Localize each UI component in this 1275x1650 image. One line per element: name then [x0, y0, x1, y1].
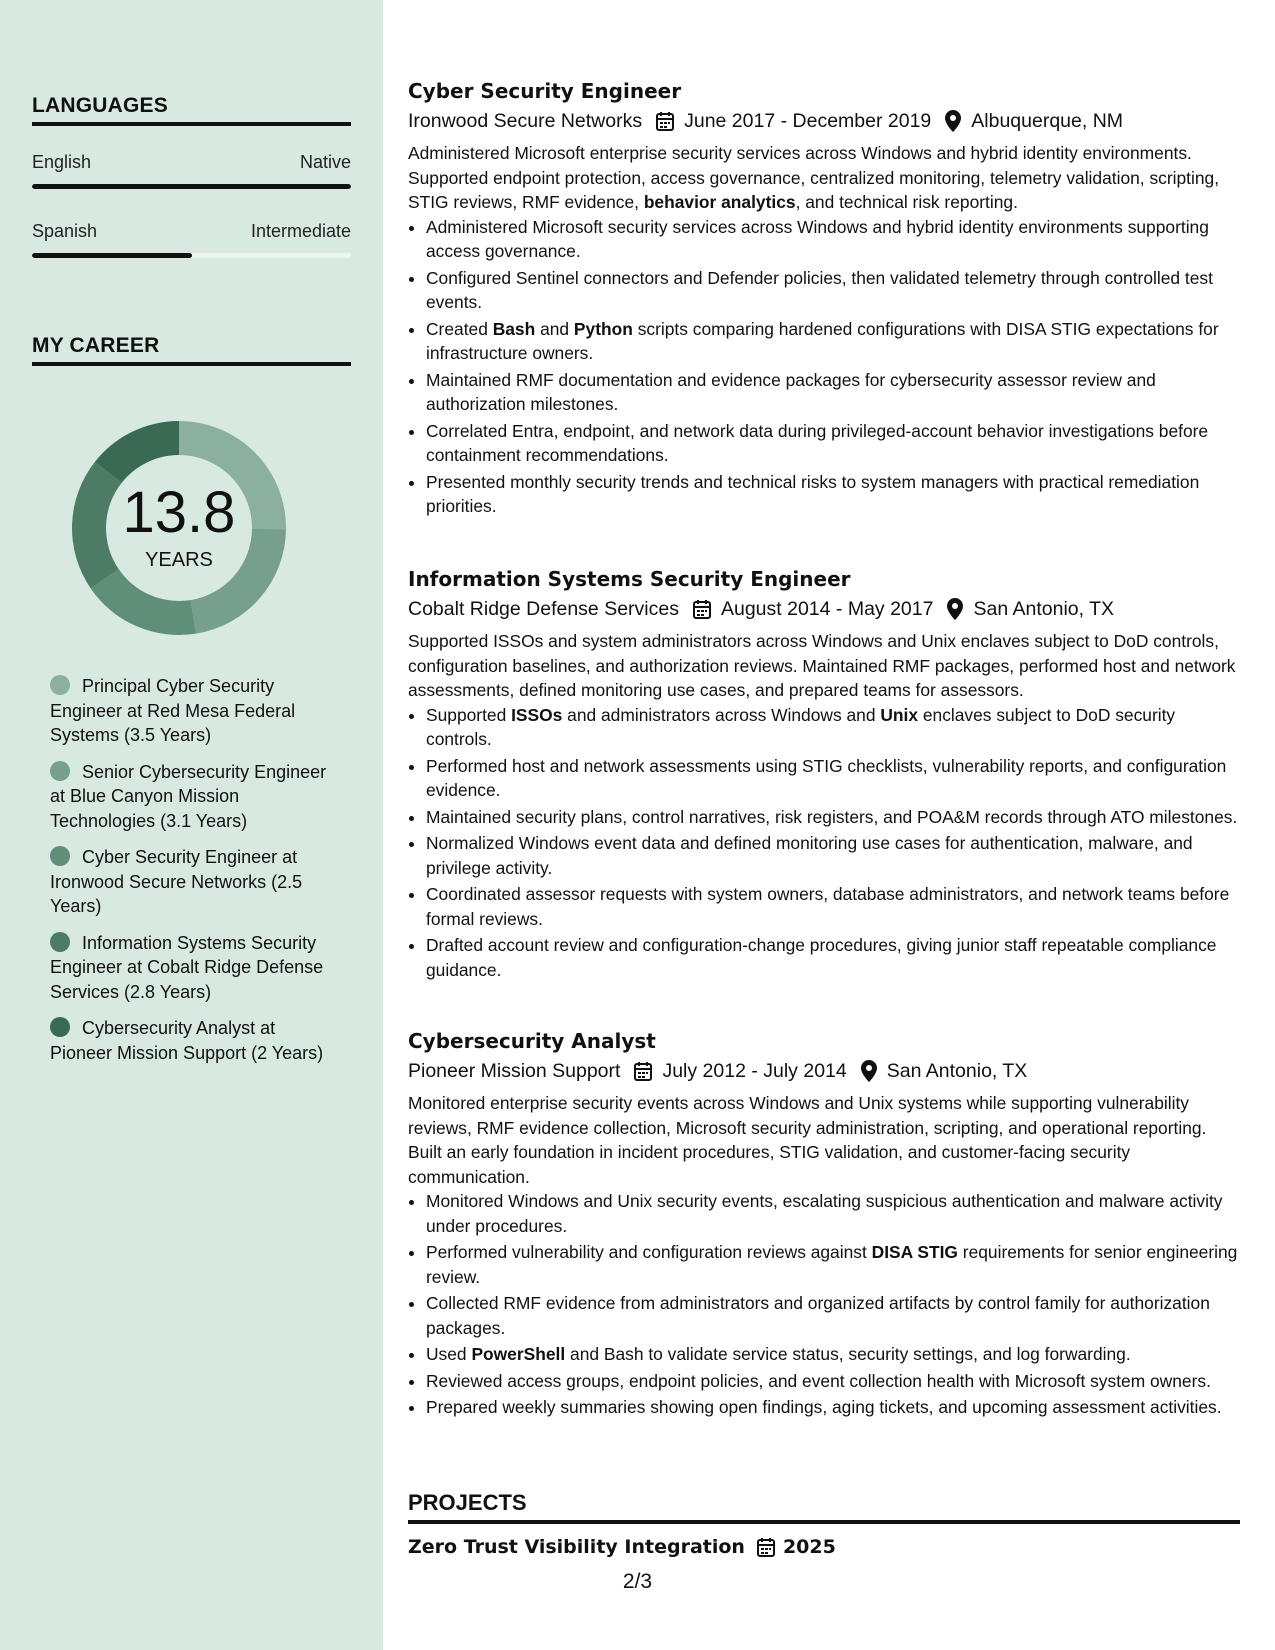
- career-legend-item: [50, 674, 330, 748]
- text-run: Prepared weekly summaries showing open findings, aging tickets, and upcoming assessment activities.: [426, 1397, 1222, 1417]
- legend-dot-icon: [50, 932, 70, 952]
- job-bullet: [426, 1369, 1240, 1394]
- job-dates: July 2012 - July 2014: [662, 1060, 847, 1082]
- job-title: Cyber Security Engineer: [408, 79, 682, 103]
- legend-dot-icon: [50, 761, 70, 781]
- job-bullet: [426, 266, 1240, 315]
- language-name: Spanish: [32, 221, 98, 241]
- career-heading: MY CAREER: [32, 334, 351, 366]
- text-run: Monitored enterprise security events across Windows and Unix systems while supporting vulnerability reviews, RMF evidence collection, Microsoft security administration, scripting, and operational reporting. Built an early foundation in incident procedures, STIG validation, and customer-facing security communication.: [408, 1093, 1207, 1187]
- calendar-icon: [693, 599, 711, 619]
- text-run: Maintained security plans, control narratives, risk registers, and POA&M records through ATO milestones.: [426, 806, 1238, 827]
- legend-dot-icon: [50, 1017, 70, 1037]
- calendar-icon: [634, 1061, 652, 1081]
- project-year: 2025: [782, 1536, 836, 1558]
- text-run: Performed host and network assessments using STIG checklists, vulnerability reports, and configuration evidence.: [426, 755, 1227, 800]
- legend-dot-icon: [50, 846, 70, 866]
- page-number: 2/3: [622, 1570, 653, 1593]
- job-bullet: [426, 317, 1240, 366]
- job-bullet: [426, 419, 1240, 468]
- job-company: Pioneer Mission Support: [408, 1060, 621, 1082]
- location-pin-icon: [947, 598, 963, 620]
- text-run: Administered Microsoft security services across Windows and hybrid identity environments supporting access governance.: [426, 216, 1209, 261]
- language-row-spanish: [32, 221, 351, 242]
- language-bar-english: [32, 184, 351, 189]
- career-total-unit: YEARS: [145, 549, 213, 571]
- job-bullet: [426, 1189, 1240, 1238]
- text-run: scripts comparing hardened configurations with DISA STIG expectations for infrastructure owners.: [426, 318, 1219, 363]
- text-run: Correlated Entra, endpoint, and network data during privileged-account behavior investigations before containment recommendations.: [426, 420, 1209, 465]
- text-run: Drafted account review and configuration-change procedures, giving junior staff repeatable compliance guidance.: [426, 935, 1217, 980]
- languages-heading: LANGUAGES: [32, 94, 351, 126]
- projects-heading: PROJECTS: [408, 1490, 1240, 1524]
- job-bullet: [426, 368, 1240, 417]
- text-run: , and technical risk reporting.: [795, 192, 1018, 212]
- job-bullet: [426, 215, 1240, 264]
- text-run: Maintained RMF documentation and evidence packages for cybersecurity assessor review and authorization milestones.: [426, 369, 1156, 414]
- job-entry: [408, 565, 1240, 984]
- text-run: and: [535, 318, 574, 339]
- career-legend-item: [50, 760, 330, 834]
- text-run: enclaves subject to DoD security controls.: [426, 704, 1176, 749]
- text-run: Supported: [426, 704, 512, 725]
- language-row-english: [32, 152, 351, 173]
- language-bar-fill: [32, 184, 351, 189]
- job-dates: August 2014 - May 2017: [720, 598, 934, 620]
- job-location: San Antonio, TX: [973, 598, 1115, 620]
- job-bullet: [426, 882, 1240, 931]
- job-bullet: [426, 1240, 1240, 1289]
- emphasized-text: Unix: [880, 704, 919, 725]
- emphasized-text: DISA STIG: [871, 1242, 958, 1262]
- job-summary: [408, 629, 1240, 703]
- job-bullet: [426, 1291, 1240, 1340]
- emphasized-text: PowerShell: [471, 1344, 566, 1364]
- text-run: Performed vulnerability and configuration reviews against: [426, 1242, 872, 1262]
- emphasized-text: behavior analytics: [643, 192, 796, 212]
- job-bullets: [408, 703, 1240, 983]
- job-bullet: [426, 470, 1240, 519]
- career-donut-segment: [91, 569, 196, 635]
- language-level: Native: [299, 152, 351, 172]
- text-run: Used: [426, 1344, 472, 1364]
- job-company: Ironwood Secure Networks: [408, 110, 643, 132]
- text-run: Configured Sentinel connectors and Defender policies, then validated telemetry through controlled test events.: [426, 267, 1213, 312]
- job-meta: [408, 595, 1240, 623]
- job-meta: [408, 1057, 1240, 1085]
- text-run: Collected RMF evidence from administrators and organized artifacts by control family for authorization packages.: [426, 1293, 1210, 1338]
- career-legend-item: [50, 1016, 330, 1065]
- career-legend-label: Senior Cybersecurity Engineer at Blue Canyon Mission Technologies (3.1 Years): [50, 761, 327, 831]
- calendar-icon: [757, 1537, 775, 1557]
- emphasized-text: Python: [573, 318, 633, 339]
- sidebar: [0, 0, 383, 1650]
- text-run: Normalized Windows event data and defined monitoring use cases for authentication, malware, and privilege activity.: [426, 833, 1193, 878]
- calendar-icon: [656, 111, 674, 131]
- location-pin-icon: [861, 1060, 877, 1082]
- location-pin-icon: [945, 110, 961, 132]
- career-legend-label: Information Systems Security Engineer at Cobalt Ridge Defense Services (2.8 Years): [50, 932, 324, 1002]
- text-run: Supported ISSOs and system administrators across Windows and Unix enclaves subject to DoD controls, configuration baselines, and authorization reviews. Maintained RMF packages, performed host and network assessments, defined monitoring use cases, and prepared teams for assessors.: [408, 631, 1236, 700]
- emphasized-text: ISSOs: [511, 704, 563, 725]
- text-run: Monitored Windows and Unix security events, escalating suspicious authentication and malware activity under procedures.: [426, 1191, 1223, 1236]
- job-bullet: [426, 831, 1240, 880]
- text-run: Administered Microsoft enterprise security services across Windows and hybrid identity environments. Supported endpoint protection, access governance, centralized monitoring, telemetry validation, scripting, STIG reviews, RMF evidence,: [408, 143, 1220, 212]
- career-legend-item: [50, 931, 330, 1005]
- project-item: [408, 1536, 836, 1558]
- project-title: Zero Trust Visibility Integration: [408, 1536, 745, 1558]
- job-entry: [408, 1027, 1240, 1422]
- text-run: requirements for senior engineering review.: [426, 1242, 1238, 1287]
- language-name: English: [32, 152, 92, 172]
- text-run: Created: [426, 318, 493, 339]
- career-legend-item: [50, 845, 330, 919]
- job-bullet: [426, 1342, 1240, 1367]
- language-bar-spanish: [32, 253, 351, 258]
- legend-dot-icon: [50, 675, 70, 695]
- job-title: Information Systems Security Engineer: [408, 567, 851, 591]
- career-total-years: 13.8: [122, 480, 236, 545]
- language-level: Intermediate: [250, 221, 351, 241]
- job-bullets: [408, 215, 1240, 519]
- language-bar-fill: [32, 253, 192, 258]
- career-legend-label: Principal Cyber Security Engineer at Red Mesa Federal Systems (3.5 Years): [50, 676, 296, 745]
- job-bullet: [426, 1395, 1240, 1420]
- job-meta: [408, 107, 1240, 135]
- job-bullet: [426, 933, 1240, 982]
- job-summary: [408, 141, 1240, 215]
- emphasized-text: Bash: [492, 318, 536, 339]
- job-dates: June 2017 - December 2019: [684, 110, 932, 132]
- text-run: and administrators across Windows and: [562, 704, 881, 725]
- job-location: Albuquerque, NM: [971, 110, 1124, 132]
- job-title: Cybersecurity Analyst: [408, 1029, 656, 1053]
- job-company: Cobalt Ridge Defense Services: [408, 598, 679, 620]
- career-legend-label: Cyber Security Engineer at Ironwood Secure Networks (2.5 Years): [50, 847, 303, 916]
- text-run: and Bash to validate service status, security settings, and log forwarding.: [565, 1344, 1131, 1364]
- job-bullets: [408, 1189, 1240, 1420]
- career-legend: [50, 674, 330, 1077]
- job-summary: [408, 1091, 1240, 1189]
- text-run: Reviewed access groups, endpoint policies, and event collection health with Microsoft system owners.: [426, 1370, 1211, 1391]
- job-bullet: [426, 703, 1240, 752]
- text-run: Coordinated assessor requests with system owners, database administrators, and network teams before formal reviews.: [426, 884, 1230, 929]
- job-bullet: [426, 805, 1240, 830]
- text-run: Presented monthly security trends and technical risks to system managers with practical remediation priorities.: [426, 471, 1200, 516]
- job-location: San Antonio, TX: [886, 1060, 1028, 1082]
- job-entry: [408, 77, 1240, 521]
- job-bullet: [426, 754, 1240, 803]
- career-legend-label: Cybersecurity Analyst at Pioneer Mission Support (2 Years): [50, 1018, 324, 1063]
